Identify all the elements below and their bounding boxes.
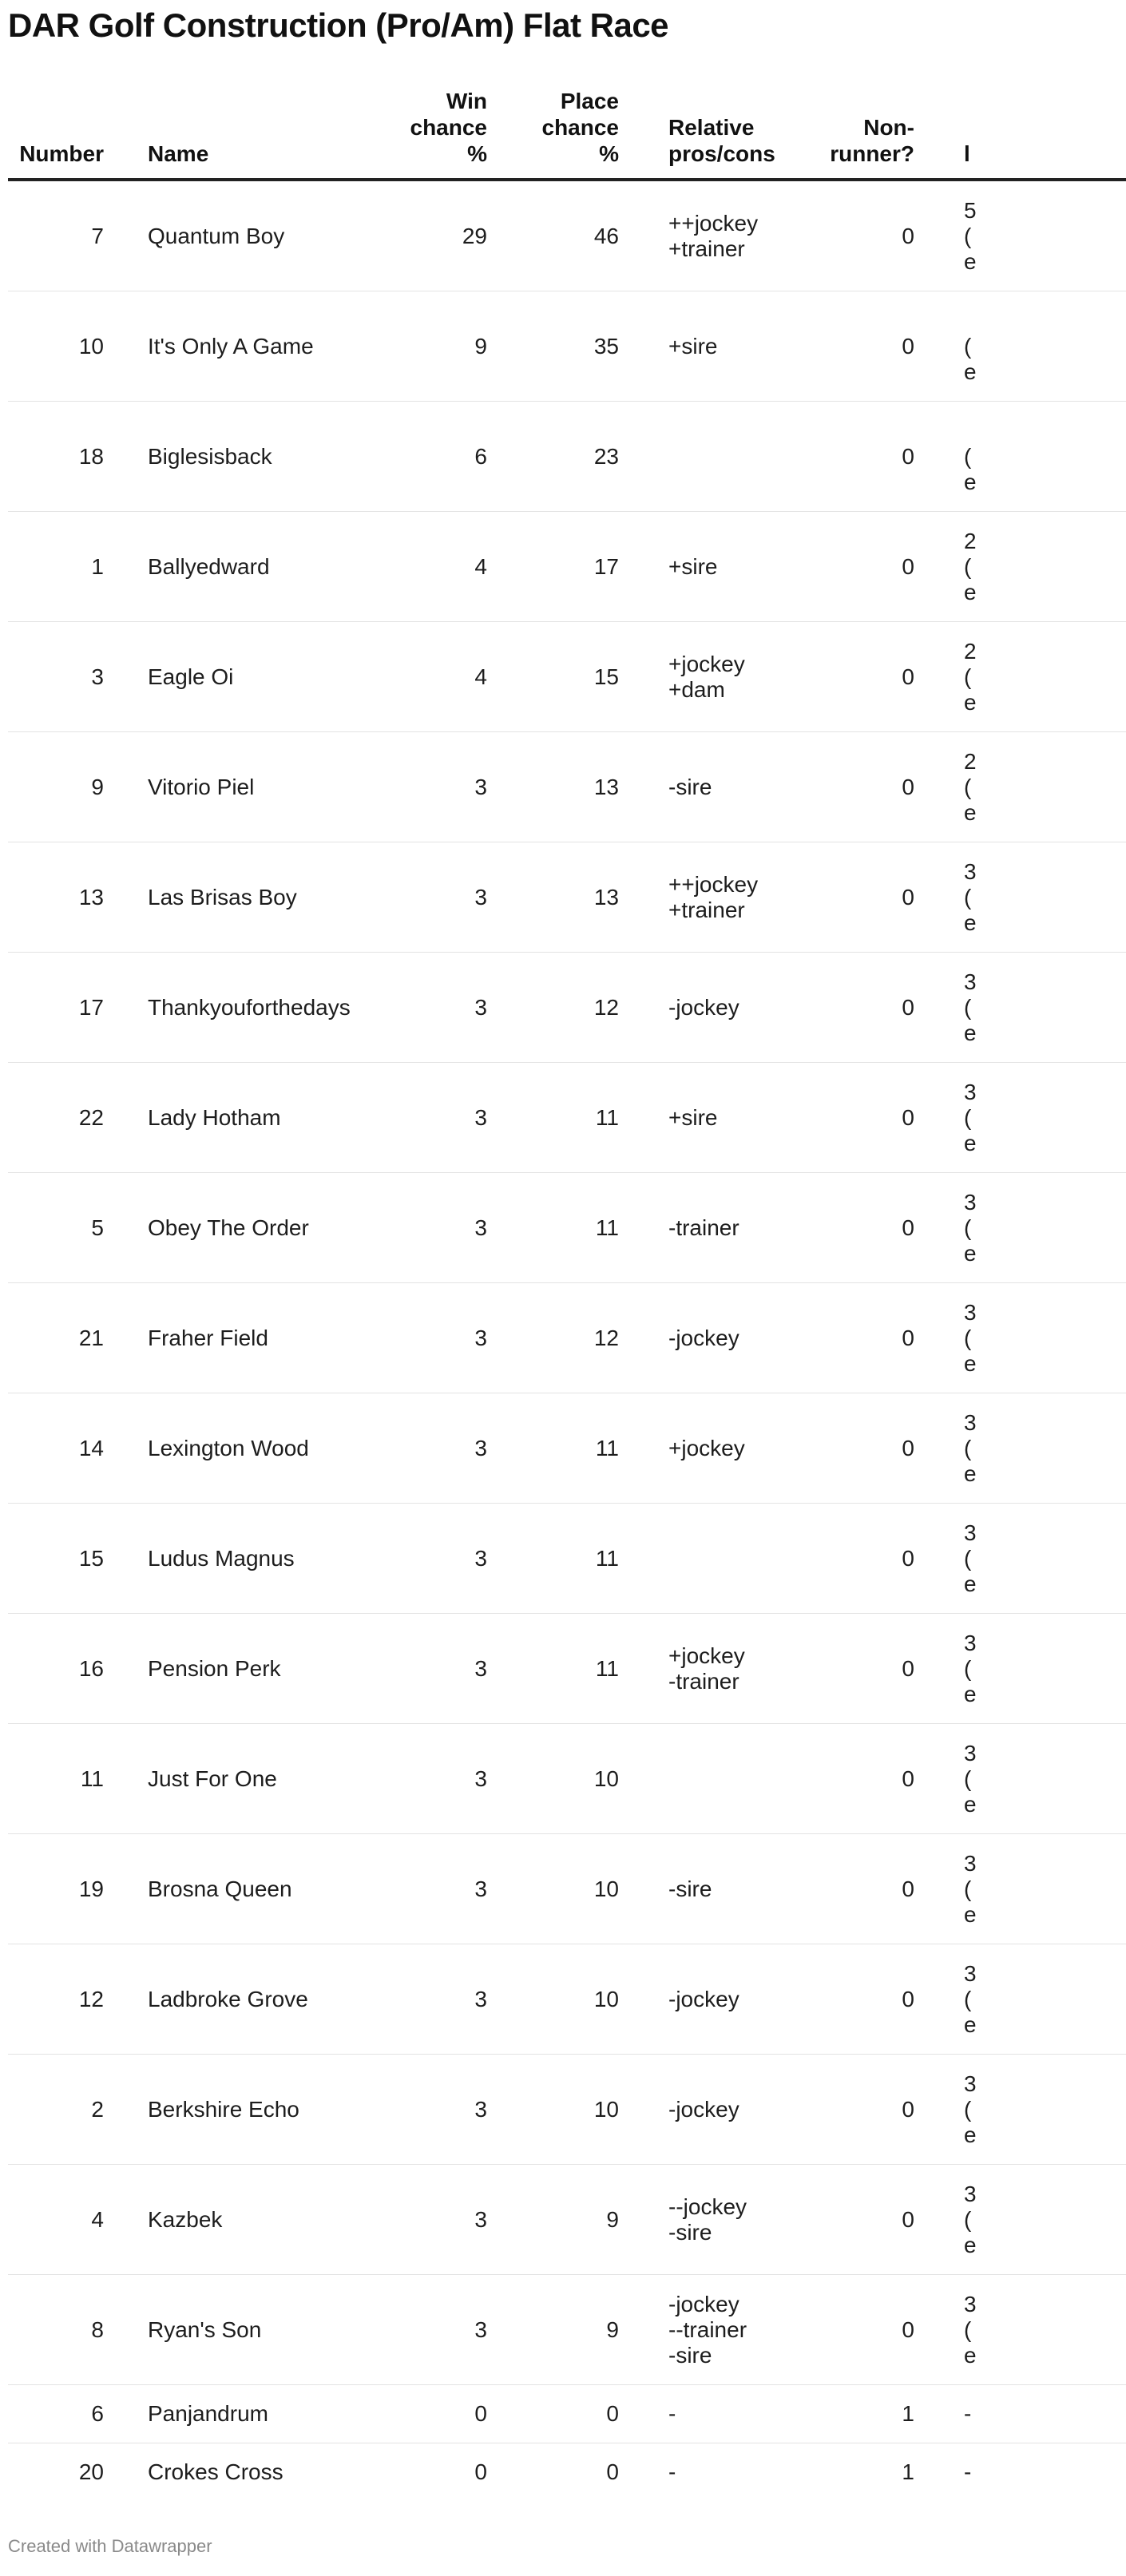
cell-win-chance: 0 <box>474 2459 487 2484</box>
cell-place-chance: 12 <box>487 953 619 1063</box>
cell-non-runner: 0 <box>791 180 914 291</box>
table-row <box>8 1173 1126 1283</box>
table-row <box>8 1834 1126 1944</box>
table-row <box>8 1063 1126 1173</box>
table-row <box>8 512 1126 622</box>
cell-number: 21 <box>8 1283 148 1393</box>
cell-relative-pros-cons: -jockey --trainer -sire <box>619 2275 791 2385</box>
cell-place-chance: 10 <box>487 1834 619 1944</box>
cell-extra: 3 ( e <box>914 1173 1126 1283</box>
cell-number: 6 <box>8 2385 148 2443</box>
cell-win-chance: 3 <box>363 1614 487 1724</box>
cell-non-runner: 0 <box>791 2275 914 2385</box>
cell-relative-pros-cons: -trainer <box>619 1173 791 1283</box>
cell-place-chance: 11 <box>487 1393 619 1504</box>
cell-extra: 2 ( e <box>914 732 1126 842</box>
cell-win-chance: 3 <box>363 842 487 953</box>
cell-non-runner: 0 <box>791 1504 914 1614</box>
cell-win-chance: 4 <box>363 622 487 732</box>
cell-non-runner: 0 <box>791 953 914 1063</box>
cell-extra: 3 ( e <box>914 1393 1126 1504</box>
cell-name: Lexington Wood <box>148 1393 363 1504</box>
cell-non-runner: 0 <box>791 732 914 842</box>
cell-non-runner: 0 <box>791 512 914 622</box>
cell-relative-pros-cons: ++jockey +trainer <box>619 842 791 953</box>
cell-win-chance: 3 <box>363 1283 487 1393</box>
cell-win-chance: 3 <box>363 1724 487 1834</box>
cell-place-chance: 10 <box>487 1944 619 2055</box>
cell-relative-pros-cons <box>619 1504 791 1614</box>
table-row <box>8 1944 1126 2055</box>
cell-non-runner: 0 <box>791 2165 914 2275</box>
cell-relative-pros-cons: -sire <box>619 732 791 842</box>
table-row <box>8 2443 1126 2502</box>
cell-place-chance: 10 <box>487 2055 619 2165</box>
cell-non-runner: 0 <box>791 1834 914 1944</box>
cell-relative-pros-cons: +sire <box>619 512 791 622</box>
table-row <box>8 622 1126 732</box>
cell-relative-pros-cons: +jockey <box>619 1393 791 1504</box>
cell-non-runner: 0 <box>791 1173 914 1283</box>
page-title: DAR Golf Construction (Pro/Am) Flat Race <box>8 6 669 44</box>
header-win-chance: Win chance % <box>363 88 487 180</box>
cell-number: 12 <box>8 1944 148 2055</box>
cell-place-chance: 15 <box>487 622 619 732</box>
cell-relative-pros-cons: +sire <box>619 291 791 402</box>
cell-win-chance: 3 <box>363 1393 487 1504</box>
cell-extra: 3 ( e <box>914 2165 1126 2275</box>
table-row <box>8 2385 1126 2443</box>
cell-win-chance: 3 <box>363 2275 487 2385</box>
table-row <box>8 402 1126 512</box>
table-row <box>8 2165 1126 2275</box>
cell-name: Just For One <box>148 1724 363 1834</box>
cell-place-chance: 9 <box>487 2275 619 2385</box>
cell-place-chance: 11 <box>487 1614 619 1724</box>
cell-extra: 3 ( e <box>914 1834 1126 1944</box>
cell-non-runner: 0 <box>791 622 914 732</box>
cell-name: Panjandrum <box>148 2385 363 2443</box>
cell-place-chance: 13 <box>487 732 619 842</box>
cell-win-chance: 4 <box>363 512 487 622</box>
cell-non-runner: 0 <box>791 2055 914 2165</box>
cell-place-chance: 13 <box>487 842 619 953</box>
header-relative-pros-cons: Relative pros/cons <box>619 88 791 180</box>
cell-win-chance: 3 <box>363 732 487 842</box>
cell-win-chance: 29 <box>363 180 487 291</box>
cell-number: 16 <box>8 1614 148 1724</box>
cell-extra: - <box>964 2459 972 2484</box>
cell-number: 14 <box>8 1393 148 1504</box>
cell-number: 18 <box>8 402 148 512</box>
cell-extra: 3 ( e <box>914 2055 1126 2165</box>
cell-extra: 3 ( e <box>914 2275 1126 2385</box>
cell-extra: 3 ( e <box>914 1063 1126 1173</box>
cell-extra: ( e <box>914 402 1126 512</box>
table-row <box>8 291 1126 402</box>
cell-place-chance: 46 <box>487 180 619 291</box>
cell-extra: 3 ( e <box>914 1283 1126 1393</box>
cell-relative-pros-cons: --jockey -sire <box>619 2165 791 2275</box>
table-row <box>8 1393 1126 1504</box>
cell-relative-pros-cons: -sire <box>619 1834 791 1944</box>
cell-win-chance: 3 <box>363 1504 487 1614</box>
cell-number: 5 <box>8 1173 148 1283</box>
cell-win-chance: 6 <box>363 402 487 512</box>
cell-win-chance: 0 <box>363 2385 487 2443</box>
cell-extra: 3 ( e <box>914 1724 1126 1834</box>
cell-name: Biglesisback <box>148 402 363 512</box>
cell-non-runner: 0 <box>791 291 914 402</box>
cell-place-chance: 17 <box>487 512 619 622</box>
cell-extra: 2 ( e <box>914 622 1126 732</box>
table-row <box>8 1283 1126 1393</box>
cell-relative-pros-cons: -jockey <box>619 1283 791 1393</box>
header-number: Number <box>8 88 148 180</box>
cell-name: Eagle Oi <box>148 622 363 732</box>
cell-relative-pros-cons: ++jockey +trainer <box>619 180 791 291</box>
cell-name: Ludus Magnus <box>148 1504 363 1614</box>
cell-place-chance: 12 <box>487 1283 619 1393</box>
cell-extra: ( e <box>914 291 1126 402</box>
cell-non-runner: 1 <box>791 2385 914 2443</box>
cell-win-chance: 3 <box>363 1834 487 1944</box>
cell-number: 19 <box>8 1834 148 1944</box>
cell-name: Ladbroke Grove <box>148 1944 363 2055</box>
cell-place-chance: 0 <box>606 2459 619 2484</box>
cell-place-chance: 10 <box>487 1724 619 1834</box>
cell-place-chance: 23 <box>487 402 619 512</box>
runners-table <box>8 88 1126 2501</box>
cell-number: 17 <box>8 953 148 1063</box>
cell-non-runner: 0 <box>791 1614 914 1724</box>
cell-relative-pros-cons <box>619 402 791 512</box>
cell-name: Las Brisas Boy <box>148 842 363 953</box>
cell-win-chance: 3 <box>363 953 487 1063</box>
cell-place-chance: 35 <box>487 291 619 402</box>
cell-relative-pros-cons: +jockey +dam <box>619 622 791 732</box>
cell-number: 22 <box>8 1063 148 1173</box>
cell-non-runner: 0 <box>791 1724 914 1834</box>
cell-win-chance: 3 <box>363 1944 487 2055</box>
cell-extra: 5 ( e <box>914 180 1126 291</box>
cell-number: 10 <box>8 291 148 402</box>
cell-place-chance: 0 <box>487 2385 619 2443</box>
cell-relative-pros-cons: -jockey <box>619 1944 791 2055</box>
table-row <box>8 2275 1126 2385</box>
cell-win-chance: 9 <box>363 291 487 402</box>
cell-win-chance: 3 <box>363 1173 487 1283</box>
table-row <box>8 732 1126 842</box>
header-extra: l <box>914 88 1126 180</box>
table-row <box>8 1724 1126 1834</box>
header-name: Name <box>148 88 363 180</box>
cell-name: It's Only A Game <box>148 291 363 402</box>
table-header-row <box>8 88 1126 180</box>
cell-name: Ryan's Son <box>148 2275 363 2385</box>
cell-extra: 2 ( e <box>914 512 1126 622</box>
cell-number: 8 <box>8 2275 148 2385</box>
cell-number: 13 <box>8 842 148 953</box>
cell-extra: 3 ( e <box>914 1944 1126 2055</box>
cell-win-chance: 3 <box>363 2055 487 2165</box>
cell-relative-pros-cons: +jockey -trainer <box>619 1614 791 1724</box>
cell-relative-pros-cons: +sire <box>619 1063 791 1173</box>
table-row <box>8 842 1126 953</box>
cell-name: Pension Perk <box>148 1614 363 1724</box>
cell-relative-pros-cons: -jockey <box>619 2055 791 2165</box>
cell-number: 9 <box>8 732 148 842</box>
cell-extra: 3 ( e <box>914 1504 1126 1614</box>
cell-non-runner: 0 <box>791 1393 914 1504</box>
cell-name: Kazbek <box>148 2165 363 2275</box>
cell-name: Lady Hotham <box>148 1063 363 1173</box>
table-row <box>8 953 1126 1063</box>
table-container <box>8 88 977 2501</box>
header-non-runner: Non- runner? <box>791 88 914 180</box>
cell-win-chance: 3 <box>363 1063 487 1173</box>
table-row <box>8 180 1126 291</box>
cell-name: Berkshire Echo <box>148 2055 363 2165</box>
cell-relative-pros-cons <box>619 1724 791 1834</box>
cell-extra: 3 ( e <box>914 1614 1126 1724</box>
cell-place-chance: 9 <box>487 2165 619 2275</box>
cell-number: 2 <box>8 2055 148 2165</box>
cell-extra: 3 ( e <box>914 953 1126 1063</box>
cell-number: 15 <box>8 1504 148 1614</box>
cell-name: Brosna Queen <box>148 1834 363 1944</box>
cell-name: Thankyouforthedays <box>148 953 363 1063</box>
cell-non-runner: 0 <box>791 1063 914 1173</box>
cell-name: Fraher Field <box>148 1283 363 1393</box>
cell-number: 20 <box>78 2459 104 2484</box>
cell-non-runner: 0 <box>791 402 914 512</box>
cell-non-runner: 0 <box>791 1944 914 2055</box>
header-place-chance: Place chance % <box>487 88 619 180</box>
cell-name: Obey The Order <box>148 1173 363 1283</box>
cell-relative-pros-cons: - <box>668 2459 676 2484</box>
cell-relative-pros-cons: -jockey <box>619 953 791 1063</box>
cell-number: 1 <box>8 512 148 622</box>
cell-win-chance: 3 <box>363 2165 487 2275</box>
cell-place-chance: 11 <box>487 1173 619 1283</box>
cell-relative-pros-cons: - <box>619 2385 791 2443</box>
cell-extra: - <box>914 2385 1126 2443</box>
cell-name: Vitorio Piel <box>148 732 363 842</box>
cell-place-chance: 11 <box>487 1063 619 1173</box>
cell-name: Crokes Cross <box>148 2459 283 2484</box>
datawrapper-credit: Created with Datawrapper <box>8 2536 212 2556</box>
table-row <box>8 1504 1126 1614</box>
cell-non-runner: 0 <box>791 1283 914 1393</box>
cell-name: Quantum Boy <box>148 180 363 291</box>
cell-number: 3 <box>8 622 148 732</box>
cell-non-runner: 1 <box>902 2459 914 2484</box>
table-row <box>8 1614 1126 1724</box>
table-row <box>8 2055 1126 2165</box>
cell-number: 4 <box>8 2165 148 2275</box>
cell-non-runner: 0 <box>791 842 914 953</box>
cell-extra: 3 ( e <box>914 842 1126 953</box>
cell-number: 11 <box>8 1724 148 1834</box>
cell-place-chance: 11 <box>487 1504 619 1614</box>
cell-name: Ballyedward <box>148 512 363 622</box>
cell-number: 7 <box>8 180 148 291</box>
